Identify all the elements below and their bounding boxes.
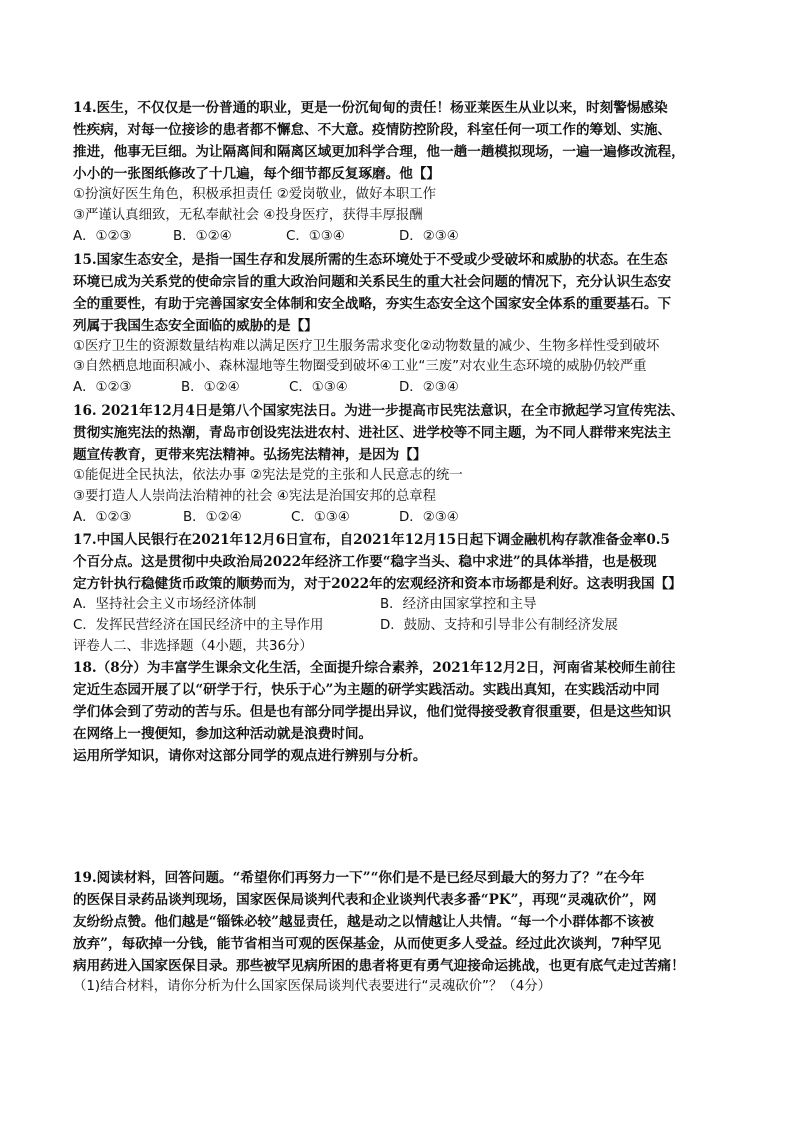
q17-stem-line-1: 17.中国人民银行在2021年12月6日宣布，自2021年12月15日起下调金融机构存款准备金率0.5 — [73, 532, 670, 548]
q18-stem-line-3: 学们体会到了劳动的苦与乐。但是也有部分同学提出异议，他们觉得接受教育很重要，但是这些知识 — [73, 704, 672, 720]
q14-statement-2: ③严谨认真细致，无私奉献社会 ④投身医疗，获得丰厚报酬 — [73, 208, 423, 223]
q16-statement-2: ③要打造人人崇尚法治精神的社会 ④宪法是治国安邦的总章程 — [73, 489, 437, 504]
q17-stem-line-3: 定方针执行稳健货币政策的顺势而为，对于2022年的宏观经济和资本市场都是利好。这表明我国【】 — [73, 576, 682, 592]
q18-stem-line-4: 在网络上一搜便知，参加这种活动就是浪费时间。 — [73, 726, 373, 742]
q19-stem-line-2: 的医保目录药品谈判现场，国家医保局谈判代表和企业谈判代表多番“PK”，再现“灵魂砍价”，网 — [73, 892, 657, 908]
q19-subquestion-1: （1)结合材料，请你分析为什么国家医保局谈判代表要进行“灵魂砍价”？（4分） — [73, 979, 552, 994]
q16-choices — [73, 508, 459, 528]
q14-stem-line-4: 小小的一张图纸修改了十几遍，每个细节都反复琢磨。他【】 — [73, 166, 441, 182]
q16-choice-c[interactable]: C．①③④ — [291, 510, 350, 525]
q14-stem-line-3: 推进，他事无巨细。为让隔离间和隔离区域更加科学合理，他一趟一趟模拟现场，一遍一遍修改流程， — [73, 144, 685, 160]
q16-statement-1: ①能促进全民执法，依法办事 ②宪法是党的主张和人民意志的统一 — [73, 468, 463, 483]
q15-statement-2: ③自然栖息地面积减小、森林湿地等生物圈受到破坏④工业“三废”对农业生态环境的威胁仍较严重 — [73, 359, 647, 374]
q16-choice-a[interactable]: A．①②③ — [73, 510, 132, 525]
q15-stem-line-4: 列属于我国生态安全面临的威胁的是【】 — [73, 318, 318, 334]
q14-choice-d[interactable]: D．②③④ — [399, 229, 459, 244]
q15-choice-a[interactable]: A．①②③ — [73, 380, 132, 395]
q14-choice-c[interactable]: C．①③④ — [286, 229, 345, 244]
q15-statement-1: ①医疗卫生的资源数量结构难以满足医疗卫生服务需求变化②动物数量的减少、生物多样性受到破坏 — [73, 339, 660, 354]
q15-stem-line-1: 15.国家生态安全，是指一国生存和发展所需的生态环境处于不受或少受破坏和威胁的状态。在生态 — [73, 252, 668, 268]
q14-statement-1: ①扮演好医生角色，积极承担责任 ②爱岗敬业，做好本职工作 — [73, 187, 437, 202]
q19-stem-line-4: 放弃”，每砍掉一分钱，能节省相当可观的医保基金，从而使更多人受益。经过此次谈判，7种罕见 — [73, 936, 662, 952]
q14-stem-line-1: 14.医生，不仅仅是一份普通的职业，更是一份沉甸甸的责任！杨亚莱医生从业以来，时刻警惕感染 — [73, 100, 668, 116]
q16-stem-line-3: 题宣传教育，更带来宪法精神。弘扬宪法精神，是因为【】 — [73, 447, 427, 463]
q17-stem-line-2: 个百分点。这是贯彻中央政治局2022年经济工作要“稳字当头、稳中求进”的具体举措，也是极现 — [73, 554, 657, 570]
q17-option-c[interactable]: C．发挥民营经济在国民经济中的主导作用 — [73, 618, 324, 633]
section2-heading: 评卷人二、非选择题（4小题，共36分） — [73, 639, 313, 654]
q15-stem-line-3: 全的重要性，有助于完善国家安全体制和安全战略，夯实生态安全这个国家安全体系的重要基石。下 — [73, 296, 672, 312]
q14-choice-b[interactable]: B．①②④ — [173, 229, 232, 244]
q17-option-b[interactable]: B．经济由国家掌控和主导 — [380, 597, 537, 612]
q14-choices — [73, 227, 459, 247]
q19-stem-line-3: 友纷纷点赞。他们越是“锱铢必较”越显责任，越是动之以情越让人共情。“每一个小群体都不该被 — [73, 914, 654, 930]
q17-options-row-1 — [73, 595, 536, 615]
q15-choice-b[interactable]: B．①②④ — [181, 380, 240, 395]
q19-stem-line-1: 19.阅读材料，回答问题。“希望你们再努力一下”“你们是不是已经尽到最大的努力了？”在今年 — [73, 870, 645, 886]
q16-stem-line-2: 贯彻实施宪法的热潮，青岛市创设宪法进农村、进社区、进学校等不同主题，为不同人群带来宪法主 — [73, 425, 672, 441]
q18-stem-line-2: 定近生态园开展了以“研学于行，快乐于心”为主题的研学实践活动。实践出真知，在实践活动中同 — [73, 682, 660, 698]
q15-choices — [73, 378, 459, 398]
q15-choice-c[interactable]: C．①③④ — [289, 380, 348, 395]
q15-choice-d[interactable]: D．②③④ — [399, 380, 459, 395]
q16-choice-d[interactable]: D．②③④ — [399, 510, 459, 525]
q16-choice-b[interactable]: B．①②④ — [183, 510, 242, 525]
q18-instruction: 运用所学知识，请你对这部分同学的观点进行辨别与分析。 — [73, 748, 427, 764]
q14-stem-line-2: 性疾病，对每一位接诊的患者都不懈怠、不大意。疫情防控阶段，科室任何一项工作的筹划、实施、 — [73, 122, 672, 138]
q17-option-d[interactable]: D．鼓励、支持和引导非公有制经济发展 — [380, 618, 618, 633]
q17-option-a[interactable]: A．坚持社会主义市场经济体制 — [73, 597, 257, 612]
q14-choice-a[interactable]: A．①②③ — [73, 229, 132, 244]
q19-stem-line-5: 病用药进入国家医保目录。那些被罕见病所困的患者将更有勇气迎接命运挑战，也更有底气走过苦痛！ — [73, 958, 685, 974]
q17-options-row-2 — [73, 616, 618, 636]
q18-stem-line-1: 18.（8分）为丰富学生课余文化生活，全面提升综合素养，2021年12月2日，河南省某校师生前往 — [73, 660, 676, 676]
q15-stem-line-2: 环境已成为关系党的使命宗旨的重大政治问题和关系民生的重大社会问题的情况下，充分认识生态安 — [73, 274, 672, 290]
q16-stem-line-1: 16. 2021年12月4日是第八个国家宪法日。为进一步提高市民宪法意识，在全市掀起学习宣传宪法、 — [73, 403, 685, 419]
